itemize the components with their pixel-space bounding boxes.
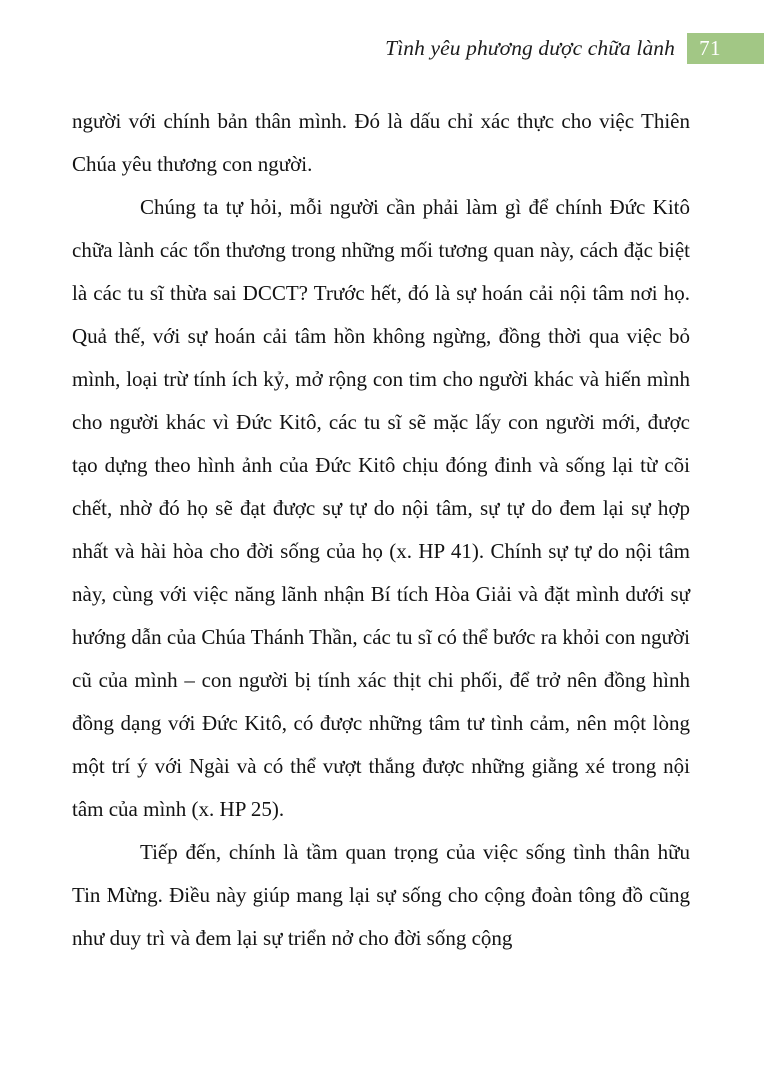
paragraph-3: Tiếp đến, chính là tầm quan trọng của việc sống tình thân hữu Tin Mừng. Điều này giúp mang lại sự sống cho cộng đoàn tông đồ cũng như duy trì và đem lại sự triển nở cho đời sống cộng [72, 840, 690, 950]
page-number-label: 71 [699, 36, 721, 60]
paragraph-2: Chúng ta tự hỏi, mỗi người cần phải làm gì để chính Đức Kitô chữa lành các tổn thương trong những mối tương quan này, cách đặc biệt là các tu sĩ thừa sai DCCT? Trước hết, đó là sự hoán cải nội tâm nơi họ. Quả thế, với sự hoán cải tâm hồn không ngừng, đồng thời qua việc bỏ mình, loại trừ tính ích kỷ, mở rộng con tim cho người khác và hiến mình cho người khác vì Đức Kitô, các tu sĩ sẽ mặc lấy con người mới, được tạo dựng theo hình ảnh của Đức Kitô chịu đóng đinh và sống lại từ cõi chết, nhờ đó họ sẽ đạt được sự tự do nội tâm, sự tự do đem lại sự hợp nhất và hài hòa cho đời sống của họ (x. HP 41). Chính sự tự do nội tâm này, cùng với việc năng lãnh nhận Bí tích Hòa Giải và đặt mình dưới sự hướng dẫn của Chúa Thánh Thần, các tu sĩ có thể bước ra khỏi con người cũ của mình – con người bị tính xác thịt chi phối, để trở nên đồng hình đồng dạng với Đức Kitô, có được những tâm tư tình cảm, nên một lòng một trí ý với Ngài và có thể vượt thắng được những giằng xé trong nội tâm của mình (x. HP 25). [72, 195, 690, 821]
page-header [0, 0, 764, 92]
paragraph-1: người với chính bản thân mình. Đó là dấu chỉ xác thực cho việc Thiên Chúa yêu thương con người. [72, 109, 690, 176]
running-head-title: Tình yêu phương dược chữa lành [385, 36, 675, 60]
body-text-column [72, 100, 690, 960]
page-number-badge [687, 33, 764, 64]
